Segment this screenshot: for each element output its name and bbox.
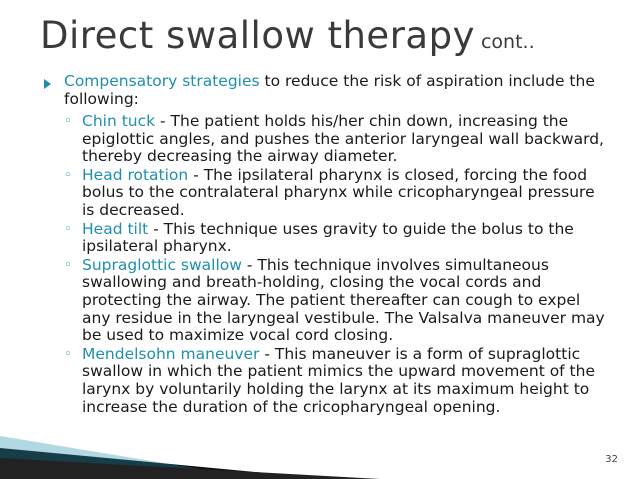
item-desc: - This technique involves simultaneous swallowing and breath-holding, closing the vocal cords and protecting the airway. The patient thereafter can cough to expel any residue in the laryngeal vestibule. The Valsalva maneuver may be used to maximize vocal cord closing. <box>82 255 605 345</box>
circle-bullet-icon: ◦ <box>64 221 72 237</box>
circle-bullet-icon: ◦ <box>64 346 72 362</box>
intro-text: to reduce the risk of aspiration include the following: <box>64 72 595 108</box>
item-term: Head rotation <box>82 165 189 184</box>
circle-bullet-icon: ◦ <box>64 167 72 183</box>
item-desc: - This maneuver is a form of supraglottic swallow in which the patient mimics the upward movement of the larynx by voluntarily holding the larynx at its maximum height to increase the duration of the cricopharyngeal opening. <box>82 344 595 416</box>
item-desc: - The patient holds his/her chin down, increasing the epiglottic angles, and pushes the anterior laryngeal wall backward, thereby decreasing the airway diameter. <box>82 112 604 166</box>
item-desc: - The ipsilateral pharynx is closed, forcing the food bolus to the contralateral pharynx while cricopharyngeal pressure is decreased. <box>82 165 595 219</box>
item-term: Head tilt <box>82 219 149 238</box>
page-number: 32 <box>605 454 618 465</box>
circle-bullet-icon: ◦ <box>64 257 72 273</box>
title-main: Direct swallow therapy <box>40 14 475 57</box>
item-term: Mendelsohn maneuver <box>82 344 260 363</box>
intro-highlight: Compensatory strategies <box>64 72 260 90</box>
circle-bullet-icon: ◦ <box>64 114 72 129</box>
item-desc: - This technique uses gravity to guide the bolus to the ipsilateral pharynx. <box>82 219 574 256</box>
title-suffix: cont.. <box>480 31 535 53</box>
item-term: Supraglottic swallow <box>82 255 242 274</box>
item-term: Chin tuck <box>82 112 156 130</box>
